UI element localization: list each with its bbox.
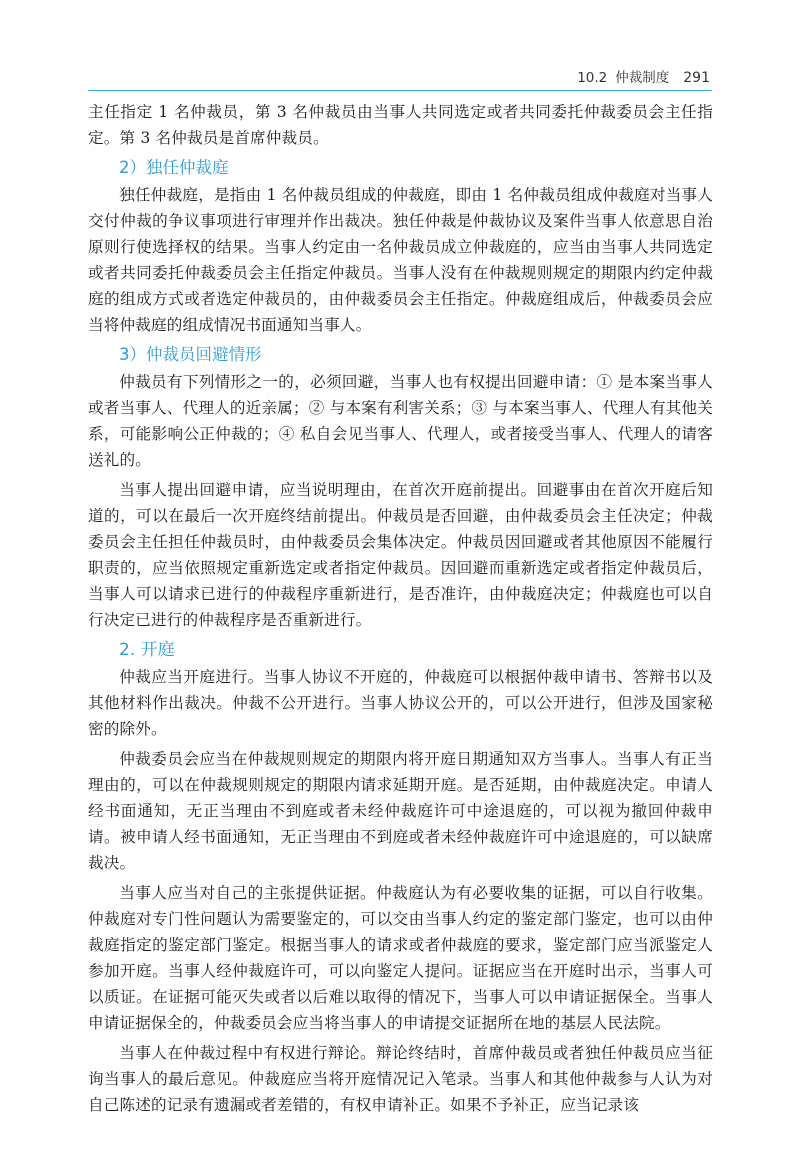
intro-paragraph: 主任指定 1 名仲裁员，第 3 名仲裁员由当事人共同选定或者共同委托仲裁委员会主任指定。第 3 名仲裁员是首席仲裁员。 xyxy=(88,103,713,147)
paragraph-sole-arbitrator: 独任仲裁庭，是指由 1 名仲裁员组成的仲裁庭，即由 1 名仲裁员组成仲裁庭对当事人交付仲裁的争议事项进行审理并作出裁决。独任仲裁是仲裁协议及案件当事人依意思自治原则行使选择权的结果。当事人约定由一名仲裁员成立仲裁庭的，应当由当事人共同选定或者共同委托仲裁委员会主任指定仲裁员。当事人没有在仲裁规则规定的期限内约定仲裁庭的组成方式或者选定仲裁员的，由仲裁委员会主任指定。仲裁庭组成后，仲裁委员会应当将仲裁庭的组成情况书面通知当事人。 xyxy=(88,186,713,334)
paragraph-hearing-2: 仲裁委员会应当在仲裁规则规定的期限内将开庭日期通知双方当事人。当事人有正当理由的，可以在仲裁规则规定的期限内请求延期开庭。是否延期，由仲裁庭决定。申请人经书面通知，无正当理由不到庭或者未经仲裁庭许可中途退庭的，可以视为撤回仲裁申请。被申请人经书面通知，无正当理由不到庭或者未经仲裁庭许可中途退庭的，可以缺席裁决。 xyxy=(88,750,713,872)
header-section-title: 仲裁制度 xyxy=(615,70,670,86)
header-text xyxy=(577,66,710,86)
paragraph-recusal-1: 仲裁员有下列情形之一的，必须回避，当事人也有权提出回避申请：① 是本案当事人或者当事人、代理人的近亲属；② 与本案有利害关系；③ 与本案当事人、代理人有其他关系，可能影响公正仲裁的；④ 私自会见当事人、代理人，或者接受当事人、代理人的请客送礼的。 xyxy=(88,373,713,469)
paragraph-recusal-2: 当事人提出回避申请，应当说明理由，在首次开庭前提出。回避事由在首次开庭后知道的，可以在最后一次开庭终结前提出。仲裁员是否回避，由仲裁委员会主任决定；仲裁委员会主任担任仲裁员时，由仲裁委员会集体决定。仲裁员因回避或者其他原因不能履行职责的，应当依照规定重新选定或者指定仲裁员。因回避而重新选定或者指定仲裁员后，当事人可以请求已进行的仲裁程序重新进行，是否准许，由仲裁庭决定；仲裁庭也可以自行决定已进行的仲裁程序是否重新进行。 xyxy=(88,481,713,629)
page-number: 291 xyxy=(683,70,710,86)
running-header xyxy=(88,60,712,91)
page-body xyxy=(88,99,713,1122)
heading-sole-arbitrator: 2）独任仲裁庭 xyxy=(119,158,229,177)
header-section-number: 10.2 xyxy=(577,70,608,86)
paragraph-hearing-4: 当事人在仲裁过程中有权进行辩论。辩论终结时，首席仲裁员或者独任仲裁员应当征询当事人的最后意见。仲裁庭应当将开庭情况记入笔录。当事人和其他仲裁参与人认为对自己陈述的记录有遗漏或者差错的，有权申请补正。如果不予补正，应当记录该 xyxy=(88,1044,713,1114)
heading-recusal: 3）仲裁员回避情形 xyxy=(119,345,262,364)
paragraph-hearing-3: 当事人应当对自己的主张提供证据。仲裁庭认为有必要收集的证据，可以自行收集。仲裁庭对专门性问题认为需要鉴定的，可以交由当事人约定的鉴定部门鉴定，也可以由仲裁庭指定的鉴定部门鉴定。根据当事人的请求或者仲裁庭的要求，鉴定部门应当派鉴定人参加开庭。当事人经仲裁庭许可，可以向鉴定人提问。证据应当在开庭时出示，当事人可以质证。在证据可能灭失或者以后难以取得的情况下，当事人可以申请证据保全。当事人申请证据保全的，仲裁委员会应当将当事人的申请提交证据所在地的基层人民法院。 xyxy=(88,884,713,1032)
heading-hearing: 2. 开庭 xyxy=(119,640,175,660)
paragraph-hearing-1: 仲裁应当开庭进行。当事人协议不开庭的，仲裁庭可以根据仲裁申请书、答辩书以及其他材料作出裁决。仲裁不公开进行。当事人协议公开的，可以公开进行，但涉及国家秘密的除外。 xyxy=(88,668,713,738)
